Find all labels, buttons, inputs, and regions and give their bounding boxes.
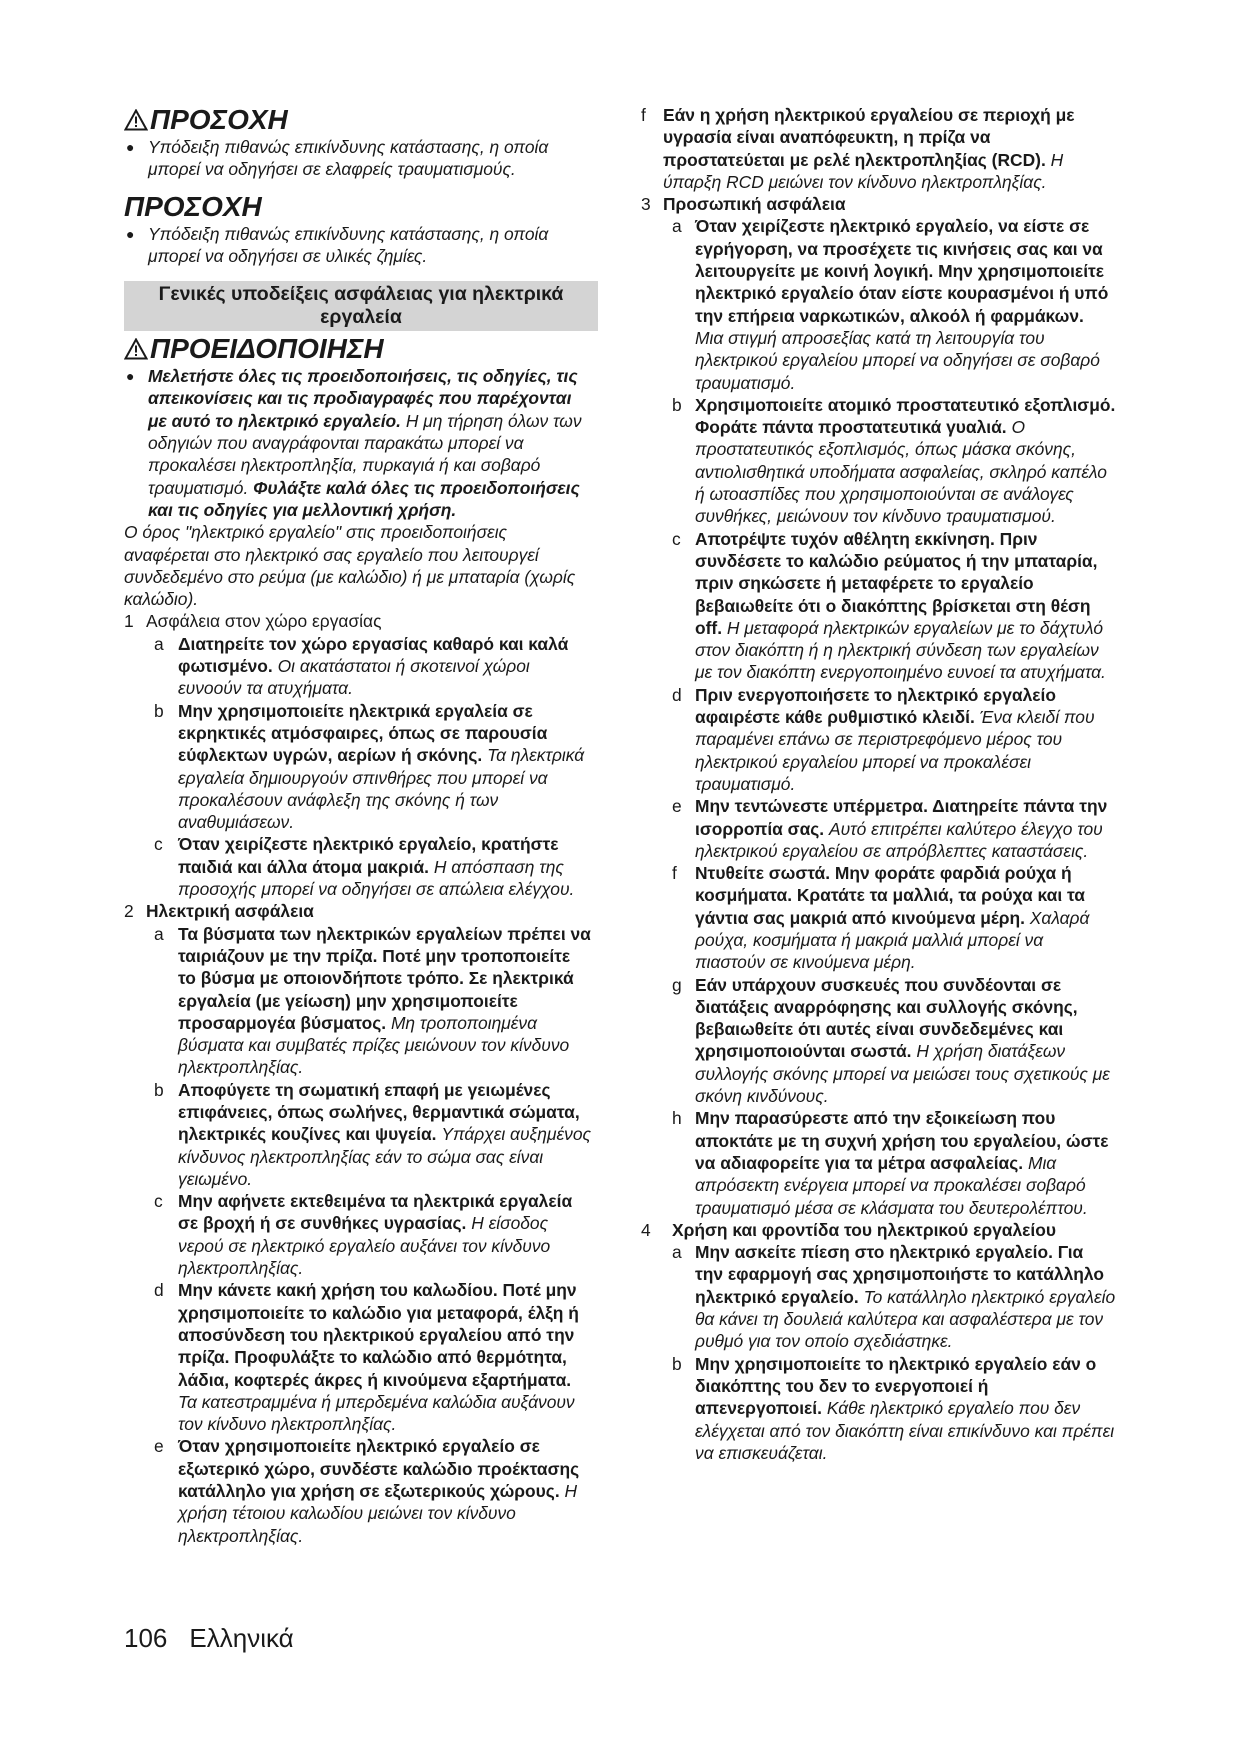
list-item: a Μην ασκείτε πίεση στο ηλεκτρικό εργαλείο. Για την εφαρμογή σας χρησιμοποιήστε το κατάλληλο ηλεκτρικό εργαλείο. Το κατάλληλο ηλεκτρικό εργαλείο θα κάνει τη δουλειά καλύτερα και ασφαλέστερα με τον ρυθμό για τον οποίο σχεδιάστηκε. (672, 1242, 1116, 1352)
list-item: g Εάν υπάρχουν συσκευές που συνδέονται σε διατάξεις αναρρόφησης και συλλογής σκόνης, βεβαιωθείτε ότι αυτές είναι συνδεδεμένες και χρησιμοποιούνται σωστά. Η χρήση διατάξεων συλλογής σκόνης μπορεί να μειώσει τους σχετικούς με σκόνη κινδύνους. (672, 974, 1110, 1107)
section-title: Γενικές υποδείξεις ασφάλειας για ηλεκτρικά εργαλεία (124, 281, 598, 331)
list-item: a Διατηρείτε τον χώρο εργασίας καθαρό και καλά φωτισμένο. Οι ακατάστατοι ή σκοτεινοί χώροι ευνοούν τα ατυχήματα. (154, 633, 569, 699)
list-item: e Όταν χρησιμοποιείτε ηλεκτρικό εργαλείο σε εξωτερικό χώρο, συνδέστε καλώδιο προέκτασης κατάλληλο για χρήση σε εξωτερικούς χώρους. Η χρήση τέτοιου καλωδίου μειώνει τον κίνδυνο ηλεκτροπληξίας. (154, 1436, 580, 1546)
footer-language: Ελληνικά (189, 1623, 294, 1653)
list-item: a Όταν χειρίζεστε ηλεκτρικό εργαλείο, να είστε σε εγρήγορση, να προσέχετε τις κινήσεις σας και να λειτουργείτε με κοινή λογική. Μην χρησιμοποιείτε ηλεκτρικό εργαλείο όταν είστε κουρασμένοι ή υπό την επήρεια ναρκωτικών, αλκοόλ ή φαρμάκων. Μια στιγμή απροσεξίας κατά τη λειτουργία του ηλεκτρικού εργαλείου μπορεί να οδηγήσει σε σοβαρό τραυματισμό. (672, 216, 1109, 393)
caution-text-1: ● Υπόδειξη πιθανώς επικίνδυνης κατάστασης, η οποία μπορεί να οδηγήσει σε ελαφρείς τραυματισμούς. (126, 137, 549, 180)
list-item: b Αποφύγετε τη σωματική επαφή με γειωμένες επιφάνειες, όπως σωλήνες, θερμαντικά σώματα, ηλεκτρικές κουζίνες και ψυγεία. Υπάρχει αυξημένος κίνδυνος ηλεκτροπληξίας εάν το σώμα σας είναι γειωμένο. (154, 1079, 591, 1189)
right-column (641, 104, 1116, 1464)
list-item: d Πριν ενεργοποιήσετε το ηλεκτρικό εργαλείο αφαιρέστε κάθε ρυθμιστικό κλειδί. Ένα κλειδί που παραμένει επάνω σε περιστρεφόμενο μέρος του ηλεκτρικού εργαλείου μπορεί να προκαλέσει τραυματισμό. (672, 684, 1095, 794)
section-2-heading: 2 Ηλεκτρική ασφάλεια (124, 901, 314, 922)
bullet-icon: ● (126, 368, 135, 385)
list-item: c Μην αφήνετε εκτεθειμένα τα ηλεκτρικά εργαλεία σε βροχή ή σε συνθήκες υγρασίας. Η είσοδος νερού σε ηλεκτρικό εργαλείο αυξάνει τον κίνδυνο ηλεκτροπληξίας. (154, 1191, 573, 1279)
list-item: f Ντυθείτε σωστά. Μην φοράτε φαρδιά ρούχα ή κοσμήματα. Κρατάτε τα μαλλιά, τα ρούχα και τα γάντια σας μακριά από κινούμενα μέρη. Χαλαρά ρούχα, κοσμήματα ή μακριά μαλλιά μπορεί να πιαστούν σε κινούμενα μέρη. (672, 863, 1090, 973)
warning-heading (124, 333, 592, 365)
caution-title-2: ΠΡΟΣΟΧΗ (124, 190, 262, 222)
list-item: h Μην παρασύρεστε από την εξοικείωση που αποκτάτε με τη συχνή χρήση του εργαλείου, ώστε να αδιαφορείτε για τα μέτρα ασφαλείας. Μια απρόσεκτη ενέργεια μπορεί να προκαλέσει σοβαρό τραυματισμό μέσα σε κλάσματα του δευτερολέπτου. (672, 1108, 1109, 1218)
warning-title: ΠΡΟΕΙΔΟΠΟΙΗΣΗ (150, 333, 384, 365)
list-item: c Αποτρέψτε τυχόν αθέλητη εκκίνηση. Πριν συνδέσετε το καλώδιο ρεύματος ή την μπαταρία, πριν σηκώσετε ή μεταφέρετε το εργαλείο βεβαιωθείτε ότι ο διακόπτης βρίσκεται στη θέση off. Η μεταφορά ηλεκτρικών εργαλείων με το δάχτυλό στον διακόπτη ή η ηλεκτρική σύνδεση των εργαλείων με τον διακόπτη ενεργοποιημένο ευνοεί τα ατυχήματα. (672, 528, 1106, 683)
warning-bullet: ● Μελετήστε όλες τις προειδοποιήσεις, τις οδηγίες, τις απεικονίσεις και τις προδιαγραφές που παρέχονται με αυτό το ηλεκτρικό εργαλείο. Η μη τήρηση όλων των οδηγιών που αναγράφονται παρακάτω μπορεί να προκαλέσει ηλεκτροπληξία, πυρκαγιά ή και σοβαρό τραυματισμό. Φυλάξτε καλά όλες τις προειδοποιήσεις και τις οδηγίες για μελλοντική χρήση. (126, 366, 582, 520)
list-item: e Μην τεντώνεστε υπέρμετρα. Διατηρείτε πάντα την ισορροπία σας. Αυτό επιτρέπει καλύτερο έλεγχο του ηλεκτρικού εργαλείου σε απρόβλεπτες καταστάσεις. (672, 796, 1108, 861)
warning-note: Ο όρος "ηλεκτρικό εργαλείο" στις προειδοποιήσεις αναφέρεται στο ηλεκτρικό σας εργαλείο που λειτουργεί συνδεδεμένο στο ρεύμα (με καλώδιο) ή με μπαταρία (χωρίς καλώδιο). (124, 522, 576, 610)
list-item: a Τα βύσματα των ηλεκτρικών εργαλείων πρέπει να ταιριάζουν με την πρίζα. Ποτέ μην τροποποιείτε το βύσμα με οποιονδήποτε τρόπο. Σε ηλεκτρικά εργαλεία (με γείωση) μην χρησιμοποιείτε προσαρμογέα βύσματος. Μη τροποποιημένα βύσματα και συμβατές πρίζες μειώνουν τον κίνδυνο ηλεκτροπληξίας. (154, 923, 591, 1078)
list-item: b Μην χρησιμοποιείτε το ηλεκτρικό εργαλείο εάν ο διακόπτης του δεν το ενεργοποιεί ή απενεργοποιεί. Κάθε ηλεκτρικό εργαλείο που δεν ελέγχεται από τον διακόπτη είναι επικίνδυνο και πρέπει να επισκευάζεται. (672, 1353, 1115, 1463)
list-item: b Μην χρησιμοποιείτε ηλεκτρικά εργαλεία σε εκρηκτικές ατμόσφαιρες, όπως σε παρουσία εύφλεκτων υγρών, αερίων ή σκόνης. Τα ηλεκτρικά εργαλεία δημιουργούν σπινθήρες που μπορεί να προκαλέσουν ανάφλεξη της σκόνης ή των αναθυμιάσεων. (154, 700, 585, 833)
warning-triangle-icon (124, 109, 148, 131)
bullet-icon: ● (126, 139, 135, 155)
caution-text-2: ● Υπόδειξη πιθανώς επικίνδυνης κατάστασης, η οποία μπορεί να οδηγήσει σε υλικές ζημίες. (126, 223, 549, 266)
bullet-icon: ● (126, 225, 135, 242)
list-item: d Μην κάνετε κακή χρήση του καλωδίου. Ποτέ μην χρησιμοποιείτε το καλώδιο για μεταφορά, έλξη ή αποσύνδεση του ηλεκτρικού εργαλείου από την πρίζα. Προφυλάξτε το καλώδιο από θερμότητα, λάδια, κοφτερές άκρες ή κινούμενα εξαρτήματα. Τα κατεστραμμένα ή μπερδεμένα καλώδια αυξάνουν τον κίνδυνο ηλεκτροπληξίας. (154, 1280, 579, 1435)
section-4-heading: 4 Χρήση και φροντίδα του ηλεκτρικού εργαλείου (641, 1219, 1056, 1240)
caution-heading-1 (124, 104, 592, 136)
page-number: 106 (124, 1623, 168, 1653)
list-item: c Όταν χειρίζεστε ηλεκτρικό εργαλείο, κρατήστε παιδιά και άλλα άτομα μακριά. Η απόσπαση της προσοχής μπορεί να οδηγήσει σε απώλεια ελέγχου. (154, 834, 575, 900)
caution-heading-2 (124, 191, 592, 223)
warning-triangle-icon (124, 338, 148, 360)
section-3-heading: 3 Προσωπική ασφάλεια (641, 194, 846, 215)
list-item: f Εάν η χρήση ηλεκτρικού εργαλείου σε περιοχή με υγρασία είναι αναπόφευκτη, η πρίζα να προστατεύεται με ρελέ ηλεκτροπληξίας (RCD). Η ύπαρξη RCD μειώνει τον κίνδυνο ηλεκτροπληξίας. (641, 105, 1075, 192)
section-1-heading: 1 Ασφάλεια στον χώρο εργασίας (124, 611, 382, 632)
caution-title-1: ΠΡΟΣΟΧΗ (150, 104, 288, 135)
list-item: b Χρησιμοποιείτε ατομικό προστατευτικό εξοπλισμό. Φοράτε πάντα προστατευτικά γυαλιά. Ο προστατευτικός εξοπλισμός, όπως μάσκα σκόνης, αντιολισθητικά υποδήματα ασφαλείας, σκληρό καπέλο ή ωτοασπίδες που χρησιμοποιούνται σε ανάλογες συνθήκες, μειώνουν τον κίνδυνο τραυματισμού. (672, 394, 1116, 527)
page-footer (124, 1623, 316, 1653)
left-column (124, 104, 592, 1547)
